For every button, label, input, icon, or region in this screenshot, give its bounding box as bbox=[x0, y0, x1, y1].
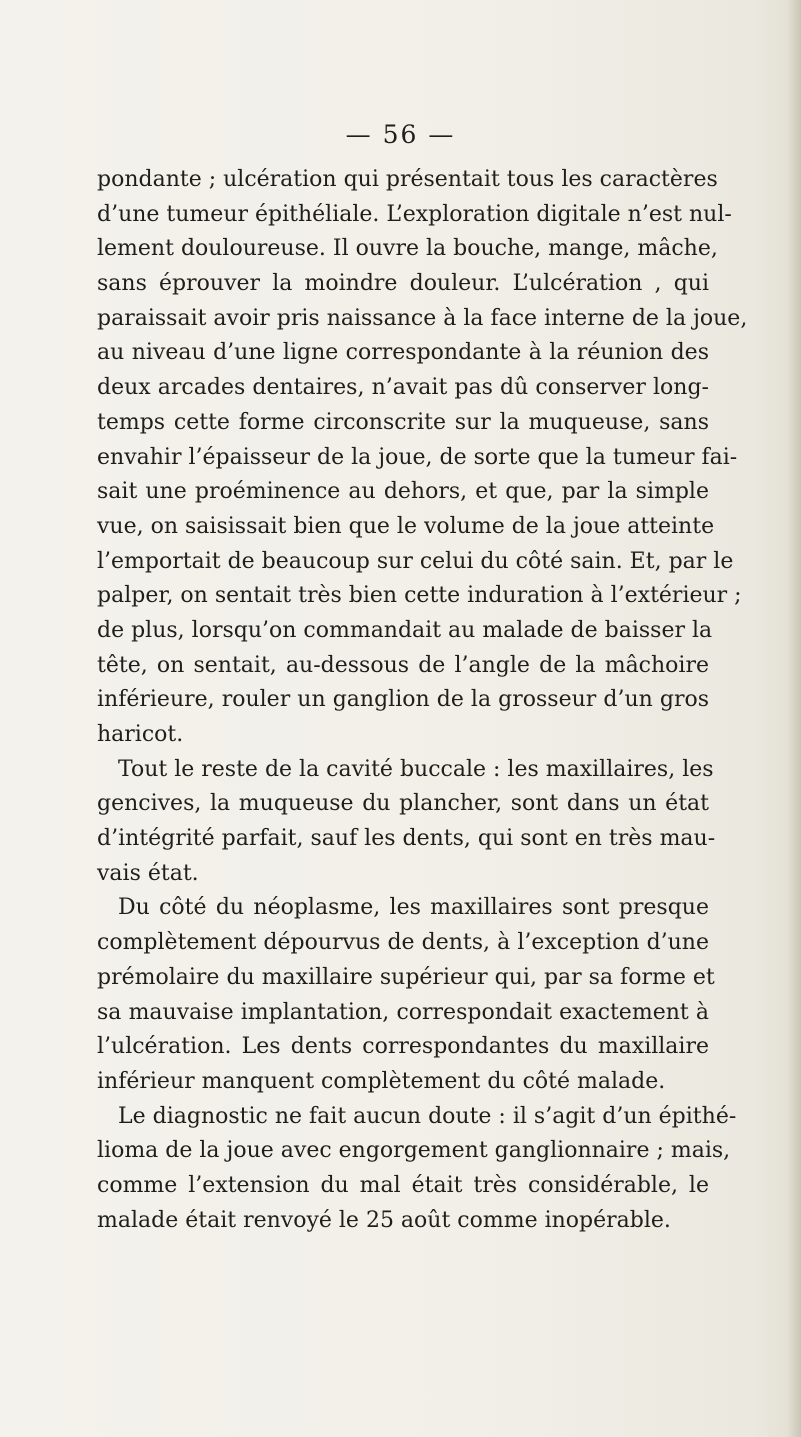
text-line: l’emportait de beaucoup sur celui du côté sain. Et, par le bbox=[97, 548, 734, 574]
text-line: au niveau d’une ligne correspondante à la réunion des bbox=[97, 340, 709, 366]
text-line: inférieure, rouler un ganglion de la grosseur d’un gros bbox=[97, 687, 709, 713]
text-line: d’intégrité parfait, sauf les dents, qui sont en très mau- bbox=[97, 826, 716, 852]
text-line: vue, on saisissait bien que le volume de la joue atteinte bbox=[97, 513, 715, 539]
text-line: prémolaire du maxillaire supérieur qui, par sa forme et bbox=[97, 964, 715, 990]
page-edge-shadow bbox=[787, 0, 801, 1437]
text-line: haricot. bbox=[97, 722, 184, 747]
text-line: paraissait avoir pris naissance à la face interne de la joue, bbox=[97, 305, 748, 331]
text-line: Le diagnostic ne fait aucun doute : il s’agit d’un épithé- bbox=[118, 1103, 737, 1129]
text-line: sans éprouver la moindre douleur. L’ulcération , qui bbox=[97, 271, 709, 297]
text-line: Tout le reste de la cavité buccale : les maxillaires, les bbox=[118, 756, 714, 782]
text-line: de plus, lorsqu’on commandait au malade de baisser la bbox=[97, 617, 713, 643]
text-line: vais état. bbox=[97, 860, 199, 886]
text-line: temps cette forme circonscrite sur la muqueuse, sans bbox=[97, 409, 709, 435]
text-line: inférieur manquent complètement du côté malade. bbox=[97, 1068, 666, 1094]
text-line: palper, on sentait très bien cette induration à l’extérieur ; bbox=[97, 583, 742, 609]
text-line: deux arcades dentaires, n’avait pas dû conserver long- bbox=[97, 375, 709, 401]
text-line: tête, on sentait, au-dessous de l’angle de la mâchoire bbox=[97, 652, 709, 678]
text-line: gencives, la muqueuse du plancher, sont dans un état bbox=[97, 791, 709, 817]
text-line: l’ulcération. Les dents correspondantes du maxillaire bbox=[97, 1034, 709, 1060]
text-line: complètement dépourvus de dents, à l’exception d’une bbox=[97, 930, 709, 956]
text-line: sait une proéminence au dehors, et que, par la simple bbox=[97, 479, 709, 505]
text-line: envahir l’épaisseur de la joue, de sorte que la tumeur fai- bbox=[97, 444, 738, 470]
text-line: d’une tumeur épithéliale. L’exploration digitale n’est nul- bbox=[97, 201, 732, 227]
text-line: lement douloureuse. Il ouvre la bouche, mange, mâche, bbox=[97, 236, 718, 262]
text-line: Du côté du néoplasme, les maxillaires sont presque bbox=[118, 895, 709, 921]
text-line: lioma de la joue avec engorgement ganglionnaire ; mais, bbox=[97, 1138, 731, 1164]
text-line: pondante ; ulcération qui présentait tous les caractères bbox=[97, 167, 718, 192]
text-line: comme l’extension du mal était très considérable, le bbox=[97, 1172, 709, 1198]
text-line: malade était renvoyé le 25 août comme inopérable. bbox=[97, 1207, 671, 1233]
text-line: sa mauvaise implantation, correspondait exactement à bbox=[97, 999, 709, 1025]
page-number: — 56 — bbox=[345, 120, 456, 149]
text-body bbox=[97, 163, 748, 1238]
